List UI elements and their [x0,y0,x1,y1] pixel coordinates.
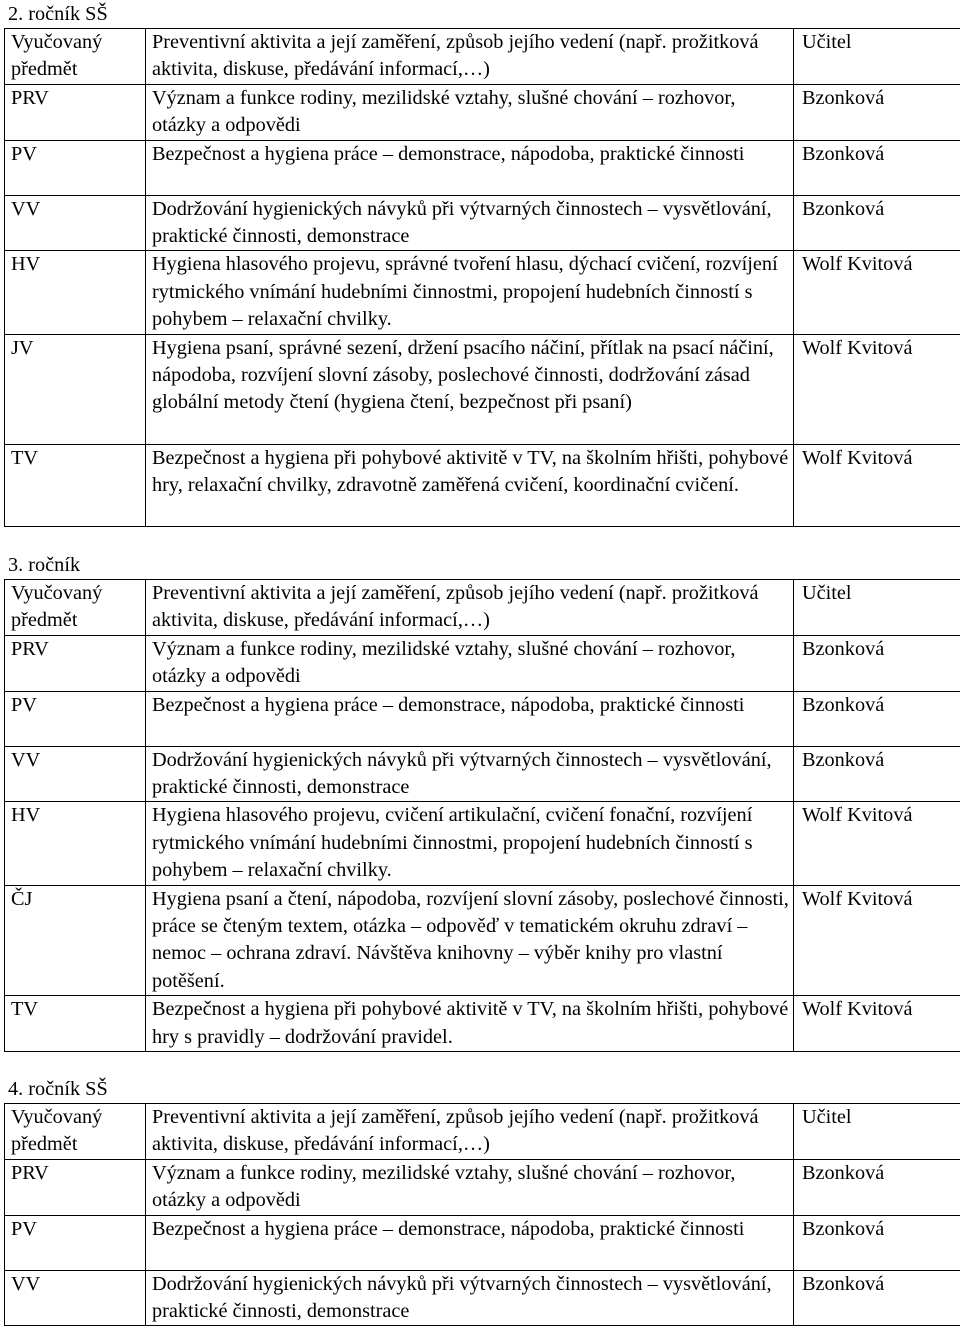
table-row [5,334,960,444]
subject-cell: TV [5,444,146,526]
header-teacher: Učitel [794,1104,960,1160]
header-teacher: Učitel [794,29,960,85]
teacher-cell: Bzonková [794,1159,960,1215]
table-row [5,1159,960,1215]
subject-cell: VV [5,1270,146,1326]
activity-cell: Význam a funkce rodiny, mezilidské vztahy, slušné chování – rozhovor, otázky a odpovědi [146,635,794,691]
activity-cell: Bezpečnost a hygiena při pohybové aktivitě v TV, na školním hřišti, pohybové hry s pravidly – dodržování pravidel. [146,996,794,1052]
activity-cell: Hygiena hlasového projevu, cvičení artikulační, cvičení fonační, rozvíjení rytmického vnímání hudebními činnostmi, propojení hudebních činností s pohybem – relaxační chvilky. [146,802,794,885]
header-activity: Preventivní aktivita a její zaměření, způsob jejího vedení (např. prožitková aktivita, diskuse, předávání informací,…) [146,29,794,85]
activity-cell: Význam a funkce rodiny, mezilidské vztahy, slušné chování – rozhovor, otázky a odpovědi [146,1159,794,1215]
activity-cell: Bezpečnost a hygiena práce – demonstrace, nápodoba, praktické činnosti [146,140,794,195]
teacher-cell: Bzonková [794,746,960,802]
header-teacher: Učitel [794,580,960,636]
table-row [5,444,960,526]
teacher-cell: Wolf Kvitová [794,885,960,996]
subject-cell: HV [5,802,146,885]
teacher-cell: Bzonková [794,84,960,140]
prevention-table [4,579,960,1052]
subject-cell: ČJ [5,885,146,996]
header-activity: Preventivní aktivita a její zaměření, způsob jejího vedení (např. prožitková aktivita, diskuse, předávání informací,…) [146,1104,794,1160]
prevention-table [4,28,960,527]
activity-cell: Bezpečnost a hygiena při pohybové aktivitě v TV, na školním hřišti, pohybové hry, relaxační chvilky, zdravotně zaměřená cvičení, koordinační cvičení. [146,444,794,526]
table-row [5,84,960,140]
section-heading: 3. ročník [8,554,81,576]
section-heading: 2. ročník SŠ [8,3,108,25]
table-row [5,635,960,691]
activity-cell: Bezpečnost a hygiena práce – demonstrace, nápodoba, praktické činnosti [146,1215,794,1270]
table-header-row [5,580,960,636]
teacher-cell: Bzonková [794,1215,960,1270]
activity-cell: Hygiena psaní a čtení, nápodoba, rozvíjení slovní zásoby, poslechové činnosti, práce se čteným textem, otázka – odpověď v tematickém okruhu zdraví – nemoc – ochrana zdraví. Návštěva knihovny – výběr knihy pro vlastní potěšení. [146,885,794,996]
table-row [5,802,960,885]
header-subject: Vyučovaný předmět [5,1104,146,1160]
table-row [5,1270,960,1326]
teacher-cell: Wolf Kvitová [794,334,960,444]
subject-cell: PRV [5,1159,146,1215]
subject-cell: PV [5,140,146,195]
table-row [5,996,960,1052]
activity-cell: Význam a funkce rodiny, mezilidské vztahy, slušné chování – rozhovor, otázky a odpovědi [146,84,794,140]
table-row [5,691,960,746]
subject-cell: PRV [5,635,146,691]
teacher-cell: Bzonková [794,691,960,746]
teacher-cell: Wolf Kvitová [794,251,960,334]
subject-cell: PV [5,691,146,746]
teacher-cell: Bzonková [794,635,960,691]
activity-cell: Hygiena hlasového projevu, správné tvoření hlasu, dýchací cvičení, rozvíjení rytmického vnímání hudebními činnostmi, propojení hudebních činností s pohybem – relaxační chvilky. [146,251,794,334]
table-header-row [5,29,960,85]
teacher-cell: Bzonková [794,195,960,251]
header-subject: Vyučovaný předmět [5,580,146,636]
table-row [5,885,960,996]
activity-cell: Dodržování hygienických návyků při výtvarných činnostech – vysvětlování, praktické činnosti, demonstrace [146,746,794,802]
subject-cell: VV [5,746,146,802]
header-subject: Vyučovaný předmět [5,29,146,85]
teacher-cell: Wolf Kvitová [794,996,960,1052]
activity-cell: Bezpečnost a hygiena práce – demonstrace, nápodoba, praktické činnosti [146,691,794,746]
subject-cell: JV [5,334,146,444]
activity-cell: Dodržování hygienických návyků při výtvarných činnostech – vysvětlování, praktické činnosti, demonstrace [146,1270,794,1326]
table-row [5,195,960,251]
teacher-cell: Wolf Kvitová [794,444,960,526]
activity-cell: Dodržování hygienických návyků při výtvarných činnostech – vysvětlování, praktické činnosti, demonstrace [146,195,794,251]
subject-cell: HV [5,251,146,334]
teacher-cell: Wolf Kvitová [794,802,960,885]
subject-cell: VV [5,195,146,251]
table-header-row [5,1104,960,1160]
subject-cell: PRV [5,84,146,140]
table-row [5,140,960,195]
activity-cell: Hygiena psaní, správné sezení, držení psacího náčiní, přítlak na psací náčiní, nápodoba, rozvíjení slovní zásoby, poslechové činnosti, dodržování zásad globální metody čtení (hygiena čtení, bezpečnost při psaní) [146,334,794,444]
teacher-cell: Bzonková [794,140,960,195]
subject-cell: TV [5,996,146,1052]
section-heading: 4. ročník SŠ [8,1078,108,1100]
table-row [5,746,960,802]
table-row [5,251,960,334]
teacher-cell: Bzonková [794,1270,960,1326]
table-row [5,1215,960,1270]
header-activity: Preventivní aktivita a její zaměření, způsob jejího vedení (např. prožitková aktivita, diskuse, předávání informací,…) [146,580,794,636]
prevention-table [4,1103,960,1326]
subject-cell: PV [5,1215,146,1270]
